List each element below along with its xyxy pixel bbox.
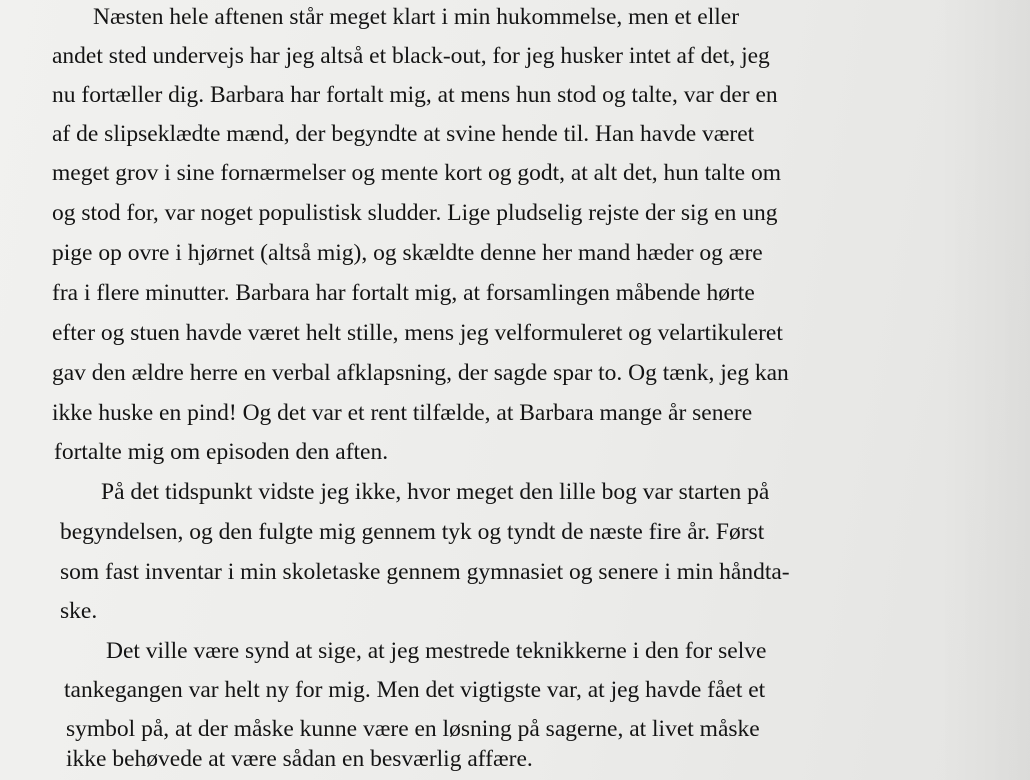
text-line: nu fortæller dig. Barbara har fortalt mig, at mens hun stod og talte, var der en (52, 82, 778, 108)
text-line: som fast inventar i min skoletaske gennem gymnasiet og senere i min håndta- (60, 559, 790, 585)
text-line: ikke huske en pind! Og det var et rent tilfælde, at Barbara mange år senere (52, 400, 753, 426)
text-line: fra i flere minutter. Barbara har fortalt mig, at forsamlingen måbende hørte (52, 280, 755, 306)
text-line: efter og stuen havde været helt stille, mens jeg velformuleret og velartikuleret (52, 320, 783, 346)
text-line: Næsten hele aftenen står meget klart i min hukommelse, men et eller (93, 4, 740, 30)
text-line: fortalte mig om episoden den aften. (54, 439, 389, 465)
text-line: og stod for, var noget populistisk sludder. Lige pludselig rejste der sig en ung (52, 200, 778, 226)
text-line: tankegangen var helt ny for mig. Men det vigtigste var, at jeg havde fået et (64, 677, 766, 703)
text-line: På det tidspunkt vidste jeg ikke, hvor meget den lille bog var starten på (101, 479, 770, 505)
text-line: Det ville være synd at sige, at jeg mestrede teknikkerne i den for selve (106, 638, 767, 664)
text-line: pige op ovre i hjørnet (altså mig), og skældte denne her mand hæder og ære (52, 240, 763, 266)
text-line: ske. (60, 598, 98, 624)
text-line: ikke behøvede at være sådan en besværlig affære. (66, 746, 533, 772)
text-line: gav den ældre herre en verbal afklapsning, der sagde spar to. Og tænk, jeg kan (52, 360, 789, 386)
text-line: symbol på, at der måske kunne være en løsning på sagerne, at livet måske (66, 716, 760, 742)
text-line: begyndelsen, og den fulgte mig gennem tyk og tyndt de næste fire år. Først (60, 519, 765, 545)
text-line: meget grov i sine fornærmelser og mente kort og godt, at alt det, hun talte om (52, 160, 781, 186)
text-line: af de slipseklædte mænd, der begyndte at svine hende til. Han havde været (52, 121, 755, 147)
text-line: andet sted undervejs har jeg altså et black-out, for jeg husker intet af det, jeg (52, 43, 770, 69)
